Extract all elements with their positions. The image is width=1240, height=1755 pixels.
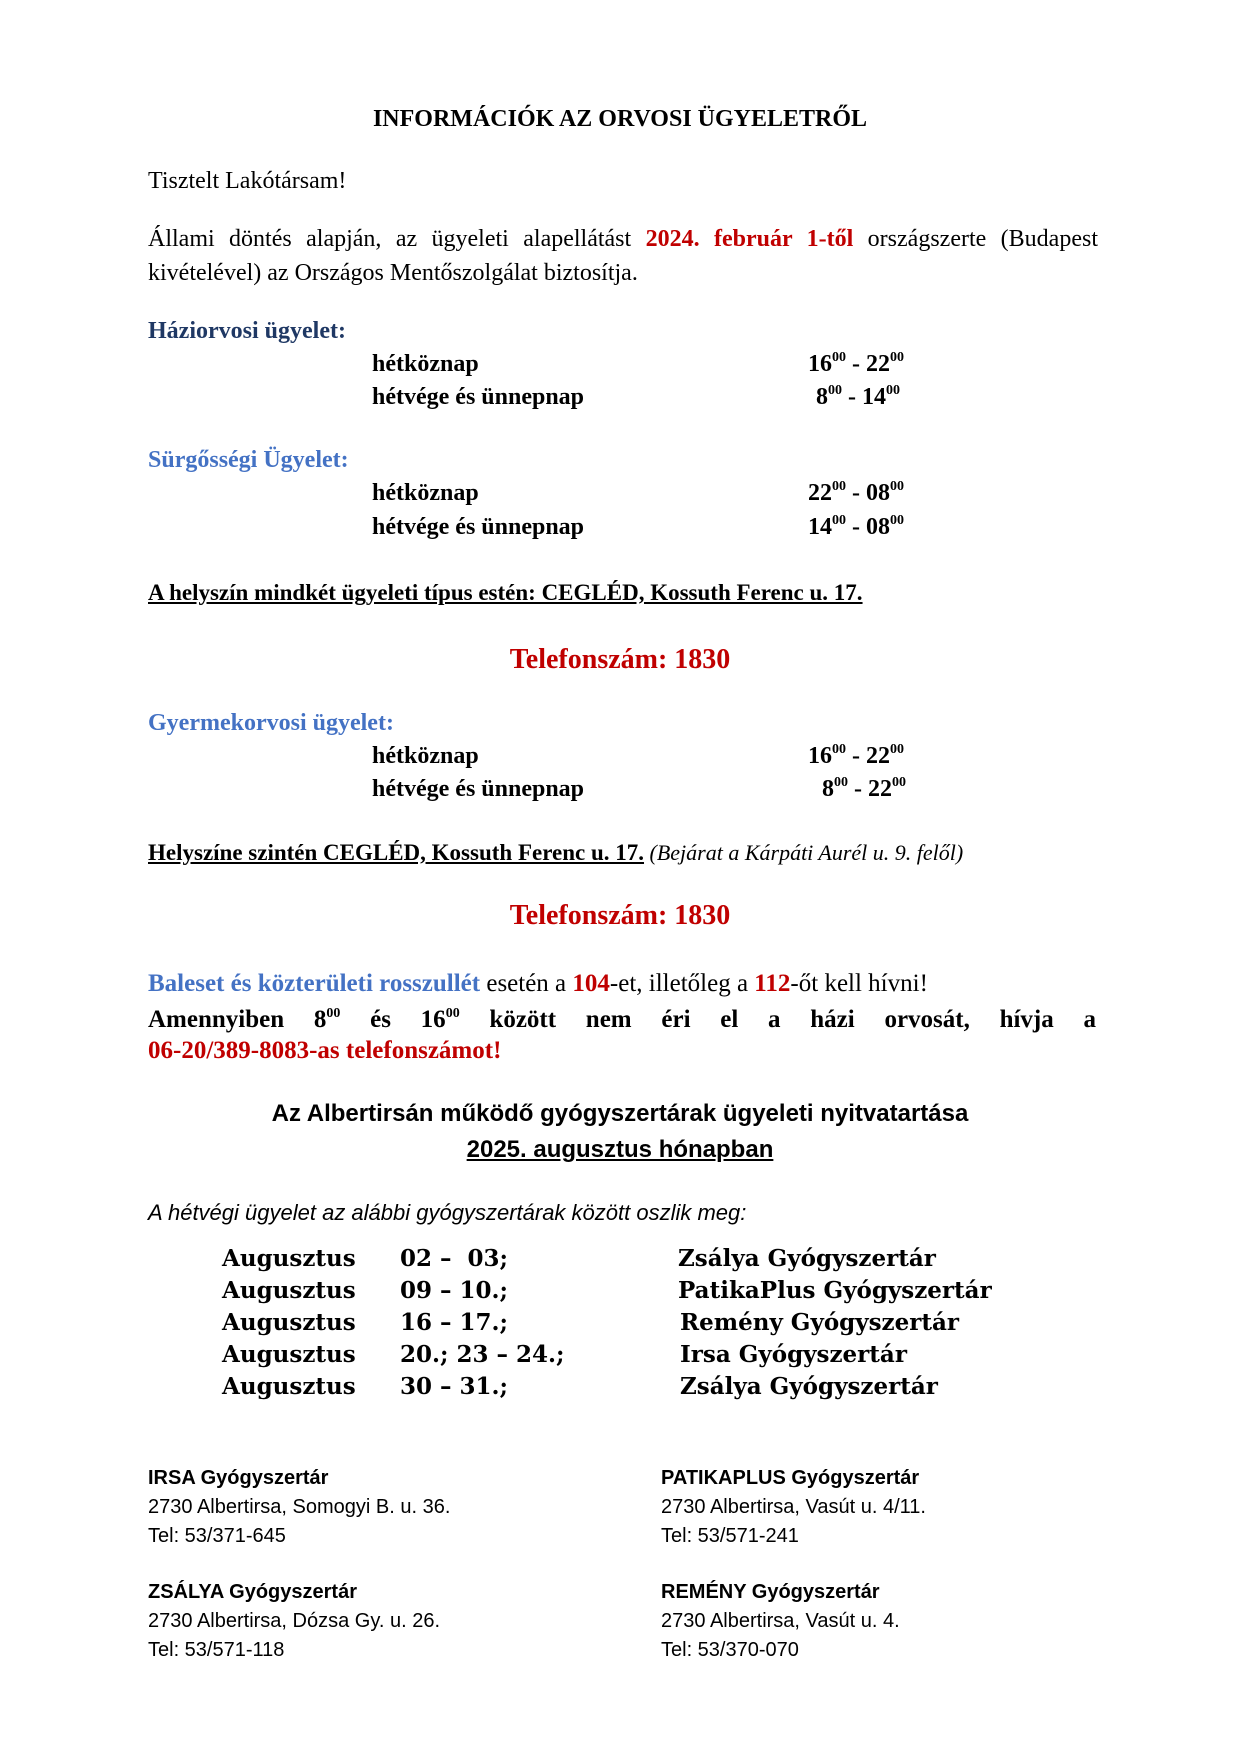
pharmacy-address: 2730 Albertirsa, Dózsa Gy. u. 26. (148, 1610, 441, 1632)
surgossegi-row-label: hétköznap (372, 480, 479, 506)
haziorvosi-row-time: $8^{00} - 14^{00}$ (816, 383, 900, 410)
gyermekorvosi-row-label: hétköznap (372, 743, 479, 769)
location-line-2 (148, 840, 963, 866)
pharmacy-tel: Tel: 53/571-118 (148, 1639, 285, 1661)
schedule-month: Augusztus (222, 1277, 356, 1304)
location-main: Helyszíne szintén CEGLÉD, Kossuth Ferenc u. 17. (148, 840, 645, 865)
schedule-month: Augusztus (222, 1245, 356, 1272)
haziorvosi-row-label: hétköznap (372, 351, 479, 377)
page-title: INFORMÁCIÓK AZ ORVOSI ÜGYELETRŐL (372, 106, 868, 132)
pharmacy-contact (661, 1578, 900, 1665)
schedule-pharmacy: Irsa Gyógyszertár (680, 1341, 907, 1368)
intro-text-after: országszerte (Budapest kivételével) az Országos Mentőszolgálat biztosítja. (148, 226, 1098, 286)
schedule-days: 02 – 03; (400, 1245, 509, 1272)
pharmacy-tel: Tel: 53/371-645 (148, 1525, 286, 1547)
schedule-days: 20.; 23 – 24.; (400, 1341, 565, 1368)
phone-number-heading: Telefonszám: 1830 (509, 900, 731, 931)
gyermekorvosi-row-time: $16^{00} - 22^{00}$ (808, 742, 904, 769)
surgossegi-heading: Sürgősségi Ügyelet: (148, 447, 349, 473)
pharmacy-contact (148, 1464, 450, 1551)
emergency-line: Baleset és közterületi rosszullét esetén a 104-et, illetőleg a 112-őt kell hívni! (148, 970, 928, 997)
schedule-pharmacy: PatikaPlus Gyógyszertár (678, 1277, 992, 1304)
surgossegi-row-time: $14^{00} - 08^{00}$ (808, 513, 904, 540)
pharmacy-contact (148, 1578, 440, 1665)
schedule-pharmacy: Remény Gyógyszertár (680, 1309, 960, 1336)
haziorvosi-row-time: $16^{00} - 22^{00}$ (808, 350, 904, 377)
schedule-month: Augusztus (222, 1341, 356, 1368)
schedule-days: 09 – 10.; (400, 1277, 509, 1304)
phone-number-heading: Telefonszám: 1830 (509, 644, 731, 675)
pharmacy-name: IRSA Gyógyszertár (148, 1467, 329, 1489)
weekend-intro: A hétvégi ügyelet az alábbi gyógyszertárak között oszlik meg: (148, 1200, 747, 1225)
daytime-line-1: Amennyiben $8^{00}$ és $16^{00}$ között nem éri el a házi orvosát, hívja a (148, 1006, 1096, 1033)
location-note: (Bejárat a Kárpáti Aurél u. 9. felől) (644, 840, 964, 865)
schedule-pharmacy: Zsálya Gyógyszertár (680, 1373, 938, 1400)
schedule-days: 30 – 31.; (400, 1373, 509, 1400)
haziorvosi-heading: Háziorvosi ügyelet: (148, 318, 346, 344)
schedule-month: Augusztus (222, 1373, 356, 1400)
pharmacy-tel: Tel: 53/370-070 (661, 1639, 799, 1661)
pharmacy-name: REMÉNY Gyógyszertár (661, 1581, 880, 1603)
pharmacy-name: ZSÁLYA Gyógyszertár (148, 1581, 357, 1603)
schedule-days: 16 – 17.; (400, 1309, 509, 1336)
schedule-month: Augusztus (222, 1309, 356, 1336)
pharmacy-address: 2730 Albertirsa, Somogyi B. u. 36. (148, 1496, 451, 1518)
schedule-pharmacy: Zsálya Gyógyszertár (678, 1245, 936, 1272)
daytime-phone: 06-20/389-8083-as telefonszámot! (148, 1037, 502, 1064)
gyermekorvosi-heading: Gyermekorvosi ügyelet: (148, 710, 394, 736)
pharmacy-name: PATIKAPLUS Gyógyszertár (661, 1467, 920, 1489)
pharmacy-month-heading: 2025. augusztus hónapban (466, 1136, 774, 1163)
gyermekorvosi-row-time: $8^{00} - 22^{00}$ (822, 775, 906, 802)
haziorvosi-row-label: hétvége és ünnepnap (372, 384, 585, 410)
intro-date: 2024. február 1-től (645, 226, 854, 252)
pharmacy-address: 2730 Albertirsa, Vasút u. 4. (661, 1610, 900, 1632)
pharmacy-heading: Az Albertirsán működő gyógyszertárak ügyeleti nyitvatartása (271, 1100, 969, 1127)
surgossegi-row-time: $22^{00} - 08^{00}$ (808, 479, 904, 506)
gyermekorvosi-row-label: hétvége és ünnepnap (372, 776, 585, 802)
pharmacy-address: 2730 Albertirsa, Vasút u. 4/11. (661, 1496, 926, 1518)
pharmacy-tel: Tel: 53/571-241 (661, 1525, 799, 1547)
greeting: Tisztelt Lakótársam! (148, 168, 347, 194)
intro-paragraph (148, 222, 1098, 290)
location-line: A helyszín mindkét ügyeleti típus estén: CEGLÉD, Kossuth Ferenc u. 17. (148, 580, 863, 605)
pharmacy-contact (661, 1464, 926, 1551)
intro-text-before: Állami döntés alapján, az ügyeleti alapellátást (148, 226, 646, 252)
surgossegi-row-label: hétvége és ünnepnap (372, 514, 585, 540)
